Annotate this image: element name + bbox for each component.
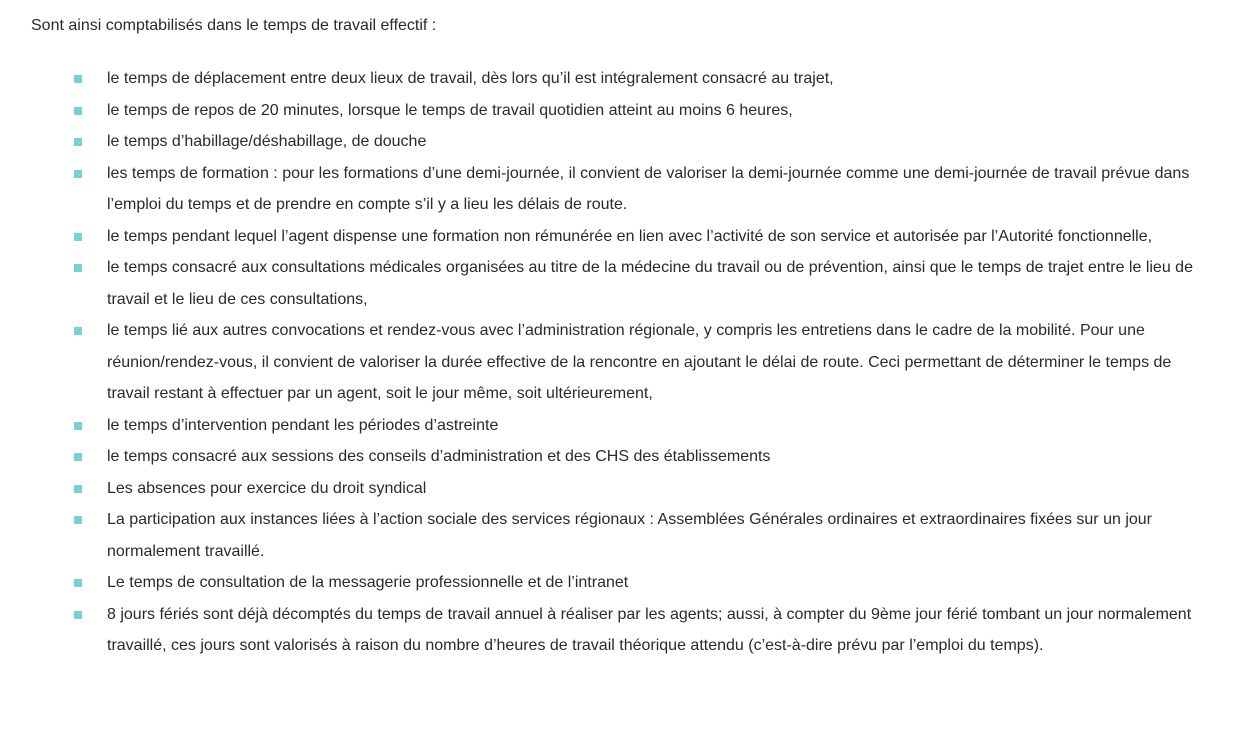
list-item-text: le temps de déplacement entre deux lieux de travail, dès lors qu’il est intégralement consacré au trajet,	[107, 70, 834, 87]
list-item-text: Le temps de consultation de la messagerie professionnelle et de l’intranet	[107, 574, 629, 591]
list-item	[107, 473, 1217, 505]
square-bullet-icon	[74, 138, 82, 146]
list-item-text: le temps de repos de 20 minutes, lorsque le temps de travail quotidien atteint au moins 6 heures,	[107, 101, 793, 119]
list-item	[107, 252, 1217, 315]
list-item-text: 8 jours fériés sont déjà décomptés du temps de travail annuel à réaliser par les agents; aussi, à compter du 9ème jour férié tombant un jour normalement travaillé, ces jours sont valorisés à raison du nombre d’heures de travail théorique attendu (c’est-à-dire prévu par l’emploi du temps).	[107, 605, 1192, 654]
list-item-text: le temps consacré aux sessions des conseils d’administration et des CHS des établissements	[107, 448, 771, 465]
list-item	[107, 410, 1217, 442]
list-item	[107, 63, 1217, 95]
list-item	[107, 126, 1217, 158]
bullet-list	[31, 63, 1217, 662]
square-bullet-icon	[74, 170, 82, 178]
square-bullet-icon	[74, 422, 82, 430]
list-item	[107, 504, 1217, 567]
list-item-text: le temps d’habillage/déshabillage, de douche	[107, 133, 427, 150]
square-bullet-icon	[74, 327, 82, 335]
list-item	[107, 95, 1217, 127]
list-item-text: le temps lié aux autres convocations et rendez-vous avec l’administration régionale, y compris les entretiens dans le cadre de la mobilité. Pour une réunion/rendez-vous, il convient de valoriser la durée effective de la rencontre en ajoutant le délai de route. Ceci permettant de déterminer le temps de travail restant à effectuer par un agent, soit le jour même, soit ultérieurement,	[107, 322, 1172, 402]
square-bullet-icon	[74, 75, 82, 83]
list-item-text: les temps de formation : pour les formations d’une demi-journée, il convient de valoriser la demi-journée comme une demi-journée de travail prévue dans l’emploi du temps et de prendre en compte s’il y a lieu les délais de route.	[107, 164, 1190, 213]
square-bullet-icon	[74, 516, 82, 524]
list-item-text: le temps consacré aux consultations médicales organisées au titre de la médecine du travail ou de prévention, ainsi que le temps de trajet entre le lieu de travail et le lieu de ces consultations,	[107, 259, 1193, 308]
intro-paragraph: Sont ainsi comptabilisés dans le temps de travail effectif :	[31, 17, 437, 34]
square-bullet-icon	[74, 453, 82, 461]
square-bullet-icon	[74, 485, 82, 493]
square-bullet-icon	[74, 611, 82, 619]
list-item	[107, 315, 1217, 410]
square-bullet-icon	[74, 233, 82, 241]
square-bullet-icon	[74, 579, 82, 587]
list-item	[107, 599, 1217, 662]
list-item	[107, 567, 1217, 599]
square-bullet-icon	[74, 264, 82, 272]
list-item	[107, 221, 1217, 253]
list-item	[107, 158, 1217, 221]
list-item-text: le temps d’intervention pendant les périodes d’astreinte	[107, 416, 499, 434]
list-item	[107, 441, 1217, 473]
list-item-text: Les absences pour exercice du droit syndical	[107, 479, 427, 497]
list-item-text: La participation aux instances liées à l’action sociale des services régionaux : Assemblées Générales ordinaires et extraordinaires fixées sur un jour normalement travaillé.	[107, 511, 1152, 560]
square-bullet-icon	[74, 107, 82, 115]
list-item-text: le temps pendant lequel l’agent dispense une formation non rémunérée en lien avec l’activité de son service et autorisée par l’Autorité fonctionnelle,	[107, 227, 1153, 245]
